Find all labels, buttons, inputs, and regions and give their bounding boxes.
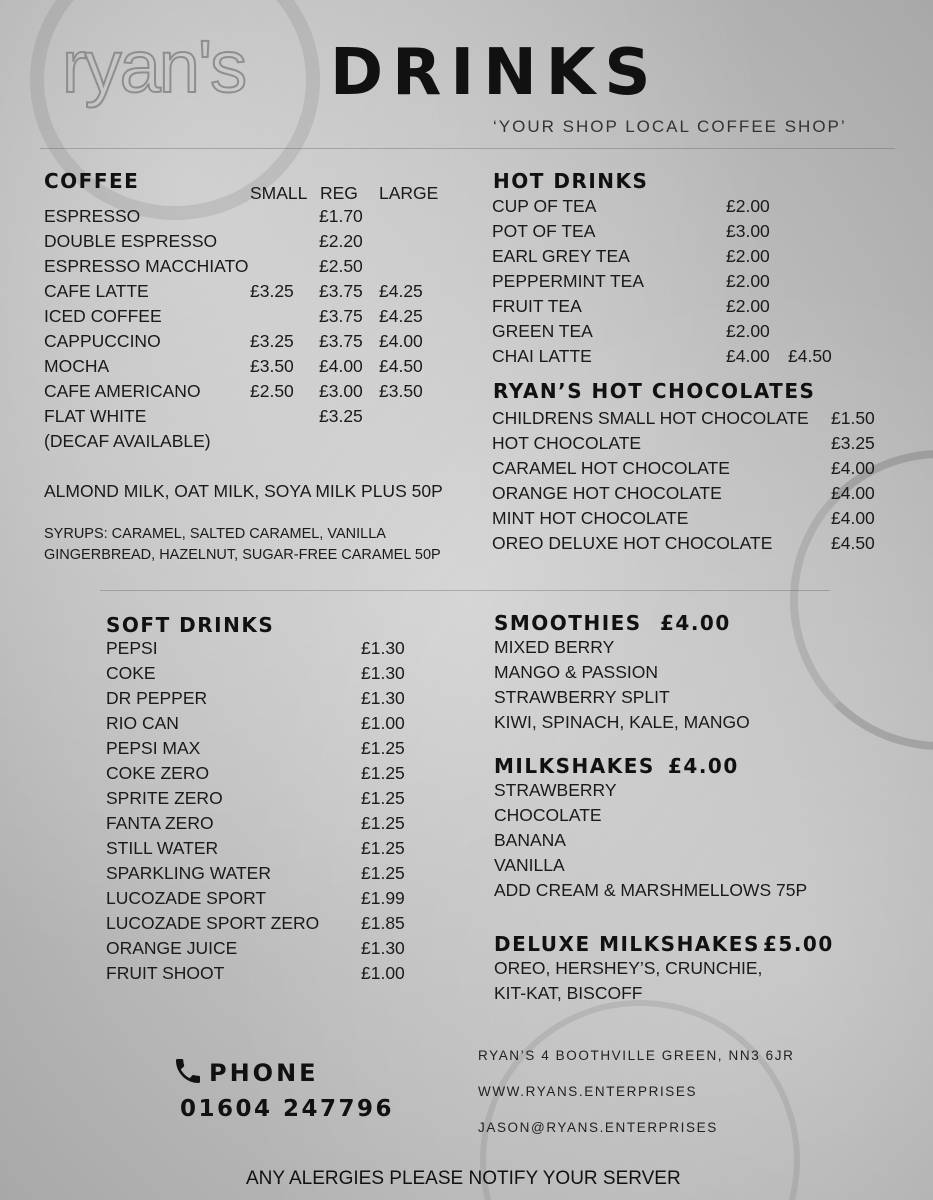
coffee-col-large: LARGE — [379, 183, 439, 203]
hot-chocolate-item — [492, 506, 892, 531]
soft-drink-item — [106, 886, 426, 911]
hot-drinks-list — [492, 194, 892, 369]
coffee-item-name: MOCHA — [44, 356, 110, 376]
coffee-item — [44, 329, 464, 354]
coffee-item-name: ESPRESSO MACCHIATO — [44, 256, 249, 276]
soft-drink-price: £1.85 — [361, 913, 405, 933]
coffee-item — [44, 429, 464, 454]
smoothies-price: £4.00 — [660, 611, 731, 635]
hot-drink-price: £4.00 — [726, 346, 770, 366]
soft-drink-item — [106, 836, 426, 861]
hot-drink-price: £2.00 — [726, 321, 770, 341]
hot-drink-item — [492, 319, 892, 344]
hot-chocolates-heading: RYAN’S HOT CHOCOLATES — [493, 379, 816, 403]
smoothie-item-name: STRAWBERRY SPLIT — [494, 687, 670, 707]
milkshakes-heading: MILKSHAKES — [494, 754, 655, 778]
smoothie-item — [494, 710, 874, 735]
coffee-price-large: £4.50 — [379, 356, 423, 376]
deluxe-milkshakes-line1: OREO, HERSHEY’S, CRUNCHIE, — [494, 958, 763, 978]
soft-drink-name: DR PEPPER — [106, 688, 208, 708]
allergy-notice: ANY ALERGIES PLEASE NOTIFY YOUR SERVER — [246, 1168, 681, 1189]
milkshakes-list — [494, 778, 874, 903]
coffee-price-small: £2.50 — [250, 381, 294, 401]
coffee-price-reg: £2.20 — [319, 231, 363, 251]
hot-drink-item — [492, 219, 892, 244]
soft-drink-item — [106, 661, 426, 686]
hot-drink-price-large: £4.50 — [788, 346, 832, 366]
hot-chocolate-price: £4.50 — [831, 533, 875, 553]
soft-drink-name: ORANGE JUICE — [106, 938, 238, 958]
soft-drink-name: PEPSI MAX — [106, 738, 201, 758]
coffee-col-small: SMALL — [250, 183, 308, 203]
coffee-price-reg: £4.00 — [319, 356, 363, 376]
soft-drink-name: STILL WATER — [106, 838, 219, 858]
smoothies-list — [494, 635, 874, 735]
smoothie-item-name: KIWI, SPINACH, KALE, MANGO — [494, 712, 750, 732]
milkshake-item — [494, 803, 874, 828]
hot-drink-item — [492, 194, 892, 219]
coffee-list — [44, 204, 464, 454]
soft-drink-name: FRUIT SHOOT — [106, 963, 225, 983]
milk-note: ALMOND MILK, OAT MILK, SOYA MILK PLUS 50P — [44, 481, 443, 501]
smoothie-item-name: MIXED BERRY — [494, 637, 615, 657]
header-divider — [40, 148, 895, 149]
soft-drink-price: £1.30 — [361, 663, 405, 683]
coffee-price-reg: £1.70 — [319, 206, 363, 226]
phone-icon — [172, 1055, 204, 1087]
hot-drink-name: PEPPERMINT TEA — [492, 271, 645, 291]
middle-divider — [100, 590, 830, 591]
coffee-item — [44, 379, 464, 404]
website-link[interactable]: WWW.RYANS.ENTERPRISES — [478, 1084, 698, 1099]
hot-chocolate-price: £3.25 — [831, 433, 875, 453]
hot-chocolate-price: £1.50 — [831, 408, 875, 428]
coffee-item — [44, 404, 464, 429]
hot-chocolate-name: CHILDRENS SMALL HOT CHOCOLATE — [492, 408, 809, 428]
hot-chocolate-item — [492, 431, 892, 456]
hot-drink-item — [492, 344, 892, 369]
soft-drink-price: £1.25 — [361, 813, 405, 833]
hot-chocolates-list — [492, 406, 892, 556]
email-link[interactable]: JASON@RYANS.ENTERPRISES — [478, 1120, 718, 1135]
hot-chocolate-name: MINT HOT CHOCOLATE — [492, 508, 689, 528]
milkshakes-price: £4.00 — [668, 754, 739, 778]
coffee-heading: COFFEE — [44, 169, 140, 193]
coffee-price-reg: £3.75 — [319, 281, 363, 301]
coffee-item-name: CAPPUCCINO — [44, 331, 161, 351]
soft-drink-price: £1.25 — [361, 763, 405, 783]
coffee-price-reg: £3.00 — [319, 381, 363, 401]
hot-drink-price: £2.00 — [726, 271, 770, 291]
coffee-item-name: DOUBLE ESPRESSO — [44, 231, 218, 251]
hot-chocolate-name: ORANGE HOT CHOCOLATE — [492, 483, 722, 503]
soft-drink-item — [106, 811, 426, 836]
hot-drink-price: £2.00 — [726, 296, 770, 316]
hot-drink-price: £2.00 — [726, 196, 770, 216]
hot-chocolate-name: OREO DELUXE HOT CHOCOLATE — [492, 533, 773, 553]
brand-logo: ryan's — [62, 25, 246, 108]
hot-drink-item — [492, 294, 892, 319]
soft-drink-name: SPARKLING WATER — [106, 863, 271, 883]
coffee-item-name: CAFE AMERICANO — [44, 381, 201, 401]
hot-drink-price: £3.00 — [726, 221, 770, 241]
page-title: DRINKS — [330, 36, 660, 110]
coffee-price-reg: £3.75 — [319, 331, 363, 351]
soft-drink-name: COKE ZERO — [106, 763, 210, 783]
milkshake-item — [494, 778, 874, 803]
hot-drink-name: POT OF TEA — [492, 221, 596, 241]
phone-number[interactable]: 01604 247796 — [180, 1096, 395, 1122]
soft-drink-item — [106, 636, 426, 661]
soft-drink-price: £1.30 — [361, 638, 405, 658]
hot-drinks-heading: HOT DRINKS — [493, 169, 649, 193]
milkshake-item — [494, 853, 874, 878]
hot-drink-name: FRUIT TEA — [492, 296, 582, 316]
soft-drink-price: £1.00 — [361, 713, 405, 733]
milkshake-item-name: STRAWBERRY — [494, 780, 617, 800]
coffee-item — [44, 279, 464, 304]
coffee-item-name: CAFE LATTE — [44, 281, 149, 301]
hot-drink-name: EARL GREY TEA — [492, 246, 630, 266]
soft-drink-name: PEPSI — [106, 638, 158, 658]
coffee-price-large: £4.25 — [379, 306, 423, 326]
hot-chocolate-price: £4.00 — [831, 458, 875, 478]
soft-drink-item — [106, 761, 426, 786]
coffee-price-small: £3.25 — [250, 281, 294, 301]
coffee-price-small: £3.50 — [250, 356, 294, 376]
soft-drink-name: FANTA ZERO — [106, 813, 214, 833]
soft-drink-price: £1.25 — [361, 788, 405, 808]
syrups-note-line2: GINGERBREAD, HAZELNUT, SUGAR-FREE CARAMEL 50P — [44, 547, 441, 563]
hot-drink-item — [492, 244, 892, 269]
milkshake-item-name: BANANA — [494, 830, 566, 850]
coffee-price-reg: £3.25 — [319, 406, 363, 426]
hot-chocolate-item — [492, 406, 892, 431]
coffee-price-small: £3.25 — [250, 331, 294, 351]
soft-drink-item — [106, 686, 426, 711]
hot-chocolate-item — [492, 456, 892, 481]
soft-drink-price: £1.30 — [361, 688, 405, 708]
coffee-item — [44, 354, 464, 379]
coffee-price-large: £4.25 — [379, 281, 423, 301]
coffee-item-name: (DECAF AVAILABLE) — [44, 431, 211, 451]
syrups-note-line1: SYRUPS: CARAMEL, SALTED CARAMEL, VANILLA — [44, 526, 386, 542]
soft-drinks-heading: SOFT DRINKS — [106, 613, 275, 637]
hot-chocolate-item — [492, 531, 892, 556]
deluxe-milkshakes-line2: KIT-KAT, BISCOFF — [494, 983, 643, 1003]
phone-label: PHONE — [209, 1059, 319, 1087]
soft-drink-price: £1.30 — [361, 938, 405, 958]
smoothie-item-name: MANGO & PASSION — [494, 662, 659, 682]
soft-drink-name: RIO CAN — [106, 713, 179, 733]
hot-chocolate-price: £4.00 — [831, 508, 875, 528]
tagline: ‘YOUR SHOP LOCAL COFFEE SHOP’ — [493, 117, 847, 136]
coffee-item — [44, 254, 464, 279]
milkshake-item — [494, 878, 874, 903]
soft-drink-item — [106, 936, 426, 961]
coffee-item — [44, 204, 464, 229]
soft-drink-price: £1.25 — [361, 863, 405, 883]
coffee-price-large: £4.00 — [379, 331, 423, 351]
soft-drink-name: LUCOZADE SPORT ZERO — [106, 913, 320, 933]
milkshake-item-name: ADD CREAM & MARSHMELLOWS 75P — [494, 880, 808, 900]
coffee-item — [44, 304, 464, 329]
hot-chocolate-name: CARAMEL HOT CHOCOLATE — [492, 458, 730, 478]
coffee-price-large: £3.50 — [379, 381, 423, 401]
soft-drink-price: £1.99 — [361, 888, 405, 908]
milkshake-item — [494, 828, 874, 853]
coffee-item-name: ESPRESSO — [44, 206, 141, 226]
smoothie-item — [494, 635, 874, 660]
soft-drink-name: SPRITE ZERO — [106, 788, 223, 808]
coffee-col-reg: REG — [320, 183, 358, 203]
soft-drink-price: £1.25 — [361, 738, 405, 758]
soft-drink-item — [106, 961, 426, 986]
coffee-item-name: FLAT WHITE — [44, 406, 147, 426]
soft-drink-price: £1.25 — [361, 838, 405, 858]
deluxe-milkshakes-heading: DELUXE MILKSHAKES — [494, 932, 760, 956]
soft-drink-item — [106, 786, 426, 811]
milkshake-item-name: CHOCOLATE — [494, 805, 602, 825]
soft-drink-item — [106, 711, 426, 736]
hot-drink-price: £2.00 — [726, 246, 770, 266]
smoothie-item — [494, 660, 874, 685]
soft-drink-item — [106, 911, 426, 936]
hot-chocolate-item — [492, 481, 892, 506]
hot-drink-name: CUP OF TEA — [492, 196, 597, 216]
hot-drink-item — [492, 269, 892, 294]
coffee-price-reg: £2.50 — [319, 256, 363, 276]
deluxe-milkshakes-price: £5.00 — [763, 932, 834, 956]
smoothies-heading: SMOOTHIES — [494, 611, 642, 635]
smoothie-item — [494, 685, 874, 710]
soft-drinks-list — [106, 636, 426, 986]
soft-drink-name: LUCOZADE SPORT — [106, 888, 267, 908]
coffee-price-reg: £3.75 — [319, 306, 363, 326]
soft-drink-item — [106, 861, 426, 886]
soft-drink-price: £1.00 — [361, 963, 405, 983]
soft-drink-name: COKE — [106, 663, 156, 683]
address: RYAN’S 4 BOOTHVILLE GREEN, NN3 6JR — [478, 1048, 795, 1063]
hot-drink-name: GREEN TEA — [492, 321, 593, 341]
hot-chocolate-name: HOT CHOCOLATE — [492, 433, 642, 453]
hot-drink-name: CHAI LATTE — [492, 346, 592, 366]
coffee-item — [44, 229, 464, 254]
soft-drink-item — [106, 736, 426, 761]
hot-chocolate-price: £4.00 — [831, 483, 875, 503]
coffee-item-name: ICED COFFEE — [44, 306, 162, 326]
milkshake-item-name: VANILLA — [494, 855, 565, 875]
